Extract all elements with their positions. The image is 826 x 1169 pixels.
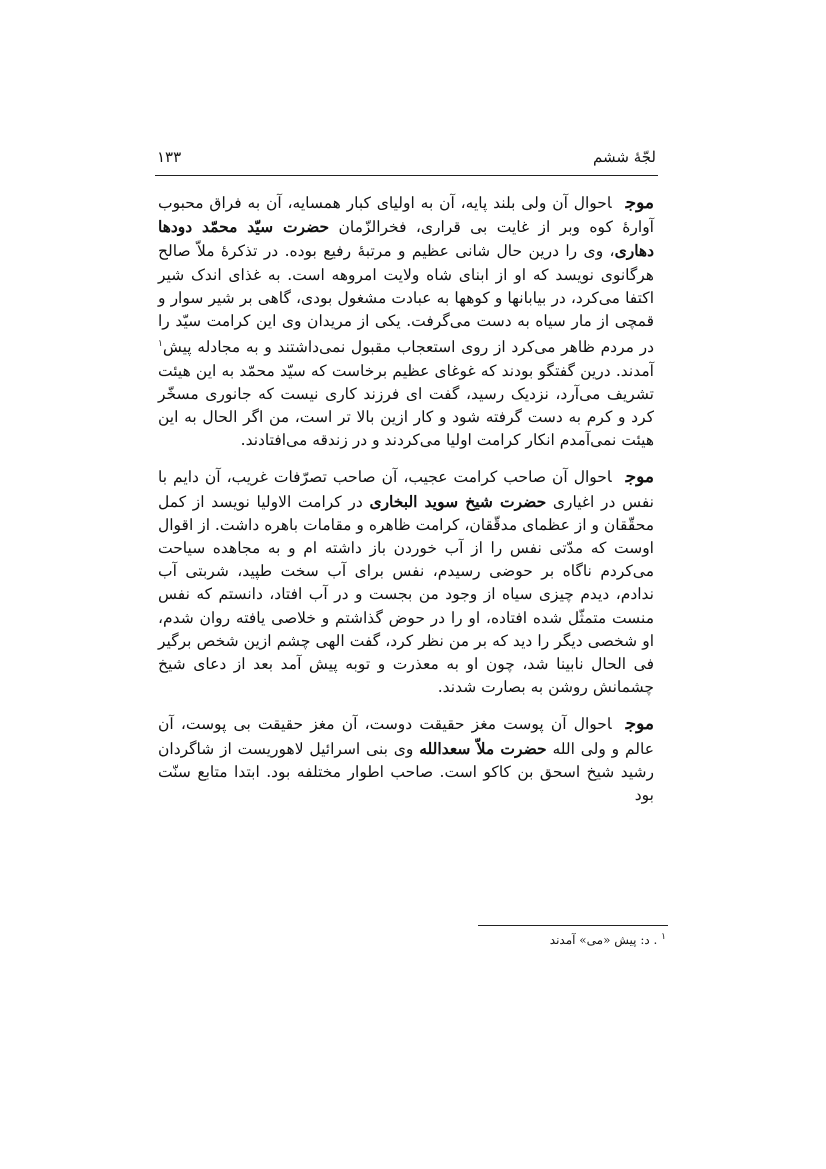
paragraph-text: ، وی را درین حال شانی عظیم و مرتبهٔ رفیع بوده. در تذکرهٔ ملاّ صالح هرگانوی نویسد که او از ابنای شاه ولایت امروهه است. به غذای اندک شیر اکتفا می‌کرد، در بیابانها و کوهها به عبادت مشغول بودی، گاهی بر شیر سوار و قمچی از مار سیاه به دست می‌گرفت. یکی از مریدان وی این کرامت سیّد را در مردم ظاهر می‌کرد از روی استعجاب مقبول نمی‌داشتند و به مجادله پیش	[158, 242, 654, 357]
paragraph-text: احوال آن ولی بلند پایه، آن به اولیای کبار همسایه، آن به فراق محبوب آوارهٔ کوه وبر از غایت بی قراری، فخرالزّمان	[158, 194, 654, 237]
wave-keyword: موج	[625, 193, 654, 213]
footnote	[300, 932, 666, 947]
footnote-marker: ۱	[158, 339, 163, 350]
paragraph-1	[158, 192, 654, 452]
footnote-number: ۱	[661, 932, 666, 942]
footnote-text: . د: پیش «می» آمدند	[549, 933, 662, 947]
paragraph-text: وی بنی اسرائیل لاهوریست از شاگردان رشید شیخ اسحق بن کاکو است. صاحب اطوار مختلفه بود. ابتدا متابع سنّت بود	[158, 739, 654, 805]
paragraph-text: در کرامت الاولیا نویسد از کمل محقّقان و از عظمای مدقّقان، کرامت ظاهره و مقامات باهره داشت. از اقوال اوست که مدّتی نفس را از آب خوردن باز داشته ام و به مجاهده سیاحت می‌کردم ناگاه بر حوضی رسیدم، نفس برای آب سخت طپید، شربتی آب ندادم، دیدم چیزی سیاه از وجود من بجست و در آب افتاد، دانستم که نفس منست متمثّل شده افتاده، او را در حوض گذاشتم و خلاصی یافته روان شدم، او شخصی دیگر را دید که بر من نظر کرد، گفت الهی چشم ازین شخص برگیر فی الحال نابینا شد، چون او به معذرت و توبه پیش آمد بعد از دعای شیخ چشمانش روشن به بصارت شدند.	[157, 492, 654, 697]
saint-title: حضرت سیّد محمّد دودها دهاری	[158, 217, 654, 261]
running-header	[157, 148, 656, 174]
paragraph-text: احوال آن پوست مغز حقیقت دوست، آن مغز حقیقت بی پوست، آن عالم و ولی الله	[158, 715, 654, 758]
saint-title: حضرت شیخ سوید البخاری	[369, 491, 547, 511]
chapter-title: لجّهٔ ششم	[593, 148, 656, 166]
saint-title: حضرت ملاّ سعدالله	[419, 738, 547, 758]
footnote-divider	[478, 925, 668, 926]
wave-keyword: موج	[625, 714, 654, 735]
paragraph-text: آمدند. درین گفتگو بودند که غوغای عظیم برخاست که سیّد محمّد به این هیئت تشریف می‌آرد، نزدیک رسید، گفت ای فرزند کاری نیست که جانوری مسخّر کرد و کرم به دست گرفته شود و کار ازین بالا تر است، من اگر الحال به این هیئت نمی‌آمدم انکار کرامت اولیا می‌کردند و در زندقه می‌افتادند.	[158, 361, 654, 450]
page-number: ۱۳۳	[157, 148, 182, 166]
wave-keyword: موج	[625, 467, 654, 488]
paragraph-text: احوال آن صاحب کرامت عجیب، آن صاحب تصرّفات غریب، آن دایم با نفس در اغیاری	[158, 468, 654, 511]
paragraph-3	[158, 713, 654, 807]
main-text	[158, 192, 654, 821]
paragraph-2	[158, 466, 654, 699]
header-divider	[155, 175, 658, 176]
